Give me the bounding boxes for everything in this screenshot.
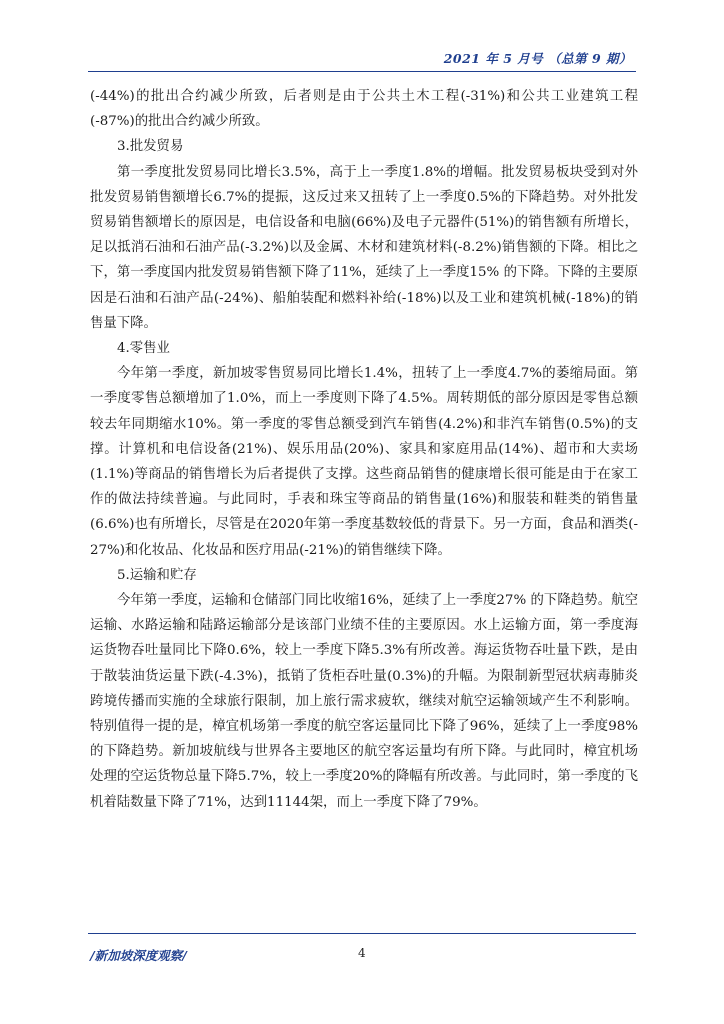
paragraph-continued: (-44%)的批出合约减少所致，后者则是由于公共土木工程(-31%)和公共工业建筑工程(-87%)的批出合约减少所致。: [90, 89, 638, 130]
section-heading-wholesale: 3.批发贸易: [117, 139, 184, 155]
issue-label: 2021 年 5 月号 （总第 9 期）: [443, 51, 632, 66]
footer-divider: [88, 933, 636, 934]
paragraph-transport: 今年第一季度，运输和仓储部门同比收缩16%，延续了上一季度27% 的下降趋势。航空运输、水路运输和陆路运输部分是该部门业绩不佳的主要原因。水上运输方面，第一季度海运货物吞吐量同比下降0.6%，较上一季度下降5.3%有所改善。海运货物吞吐量下跌，是由于散装油货运量下跌(-4.3%)，抵销了货柜吞吐量(0.3%)的升幅。为限制新型冠状病毒肺炎跨境传播而实施的全球旅行限制，加上旅行需求疲软，继续对航空运输领域产生不利影响。特别值得一提的是，樟宜机场第一季度的航空客运量同比下降了96%，延续了上一季度98%的下降趋势。新加坡航线与世界各主要地区的航空客运量均有所下降。与此同时，樟宜机场处理的空运货物总量下降5.7%，较上一季度20%的降幅有所改善。与此同时，第一季度的飞机着陆数量下降了71%，达到11144架，而上一季度下降了79%。: [90, 593, 638, 810]
page-number: 4: [358, 946, 366, 960]
section-heading-transport: 5.运输和贮存: [117, 567, 197, 583]
paragraph-retail: 今年第一季度，新加坡零售贸易同比增长1.4%，扭转了上一季度4.7%的萎缩局面。第一季度零售总额增加了1.0%，而上一季度则下降了4.5%。周转期低的部分原因是零售总额较去年同期缩水10%。第一季度的零售总额受到汽车销售(4.2%)和非汽车销售(0.5%)的支撑。计算机和电信设备(21%)、娱乐用品(20%)、家具和家庭用品(14%)、超市和大卖场(1.1%)等商品的销售增长为后者提供了支撑。这些商品销售的健康增长很可能是由于在家工作的做法持续普遍。与此同时，手表和珠宝等商品的销售量(16%)和服装和鞋类的销售量(6.6%)也有所增长，尽管是在2020年第一季度基数较低的背景下。另一方面，食品和酒类(- 27%)和化妆品、化妆品和医疗用品(-21%)的销售继续下降。: [90, 366, 638, 558]
publication-name: /新加坡深度观察/: [90, 948, 187, 963]
paragraph-wholesale: 第一季度批发贸易同比增长3.5%，高于上一季度1.8%的增幅。批发贸易板块受到对外批发贸易销售额增长6.7%的提振，这反过来又扭转了上一季度0.5%的下降趋势。对外批发贸易销售额增长的原因是，电信设备和电脑(66%)及电子元器件(51%)的销售额有所增长，足以抵消石油和石油产品(-3.2%)以及金属、木材和建筑材料(-8.2%)销售额的下降。相比之下，第一季度国内批发贸易销售额下降了11%，延续了上一季度15% 的下降。下降的主要原因是石油和石油产品(-24%)、船舶装配和燃料补给(-18%)以及工业和建筑机械(-18%)的销售量下降。: [90, 164, 638, 331]
article-body: [90, 84, 638, 815]
header-divider: [88, 71, 636, 72]
section-heading-retail: 4.零售业: [117, 341, 170, 357]
